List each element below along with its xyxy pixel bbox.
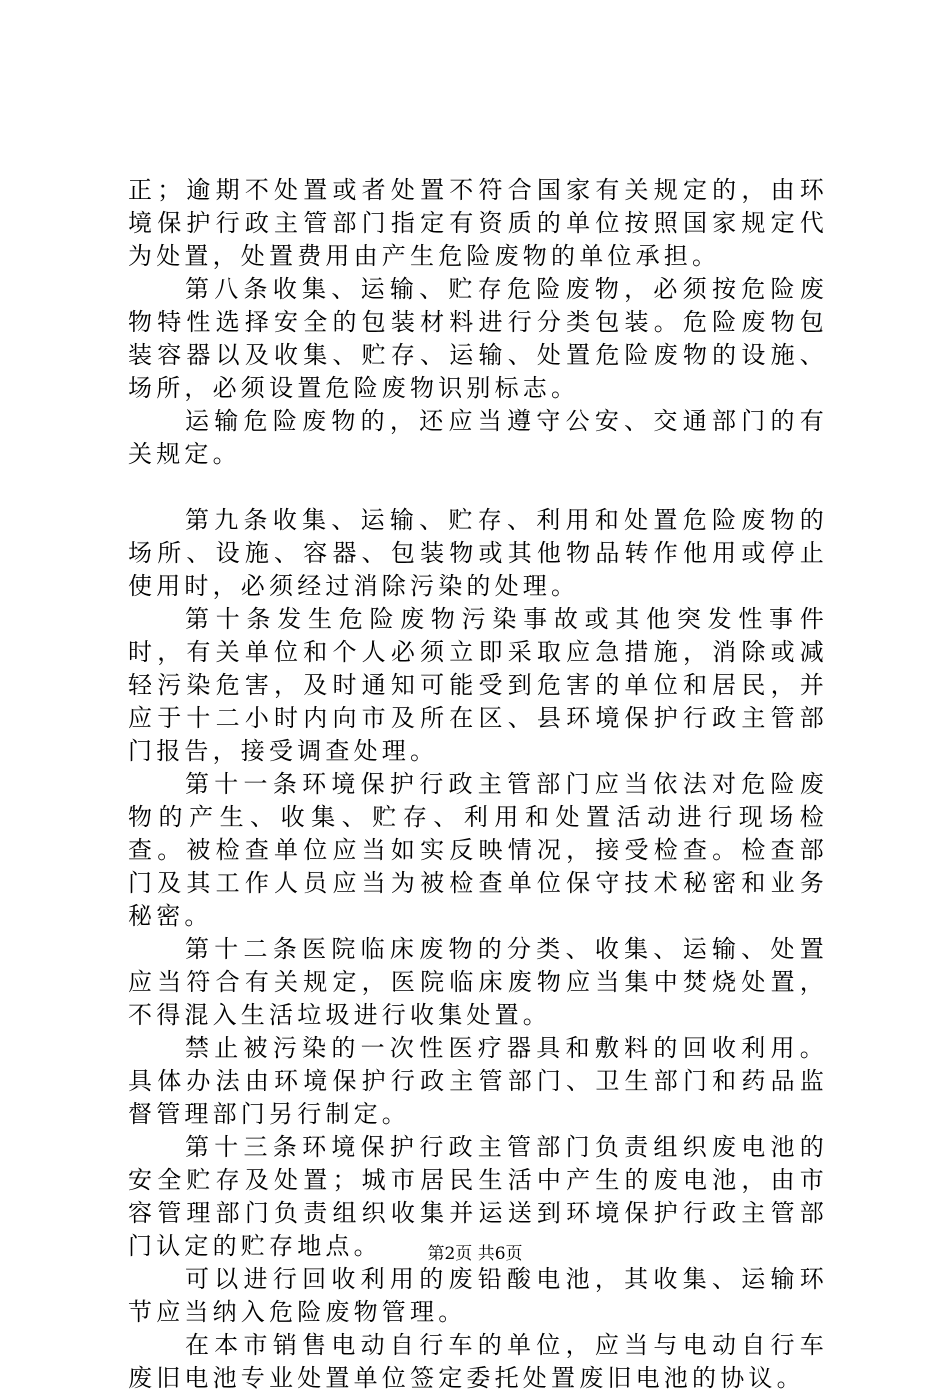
paragraph-medical-devices: 禁止被污染的一次性医疗器具和敷料的回收利用。具体办法由环境保护行政主管部门、卫生部门和药品监督管理部门另行制定。 [128,1034,828,1128]
paragraph-article-9: 第九条收集、运输、贮存、利用和处置危险废物的场所、设施、容器、包装物或其他物品转作他用或停止使用时，必须经过消除污染的处理。 [128,506,828,600]
document-body [128,174,828,1395]
paragraph-article-11: 第十一条环境保护行政主管部门应当依法对危险废物的产生、收集、贮存、利用和处置活动进行现场检查。被检查单位应当如实反映情况，接受检查。检查部门及其工作人员应当为被检查单位保守技术秘密和业务秘密。 [128,770,828,930]
paragraph-continuation: 正；逾期不处置或者处置不符合国家有关规定的，由环境保护行政主管部门指定有资质的单位按照国家规定代为处置，处置费用由产生危险废物的单位承担。 [128,176,828,270]
paragraph-article-10: 第十条发生危险废物污染事故或其他突发性事件时，有关单位和个人必须立即采取应急措施，消除或减轻污染危害，及时通知可能受到危害的单位和居民，并应于十二小时内向市及所在区、县环境保护行政主管部门报告，接受调查处理。 [128,605,828,765]
paragraph-article-13: 第十三条环境保护行政主管部门负责组织废电池的安全贮存及处置；城市居民生活中产生的废电池，由市容管理部门负责组织收集并运送到环境保护行政主管部门认定的贮存地点。 [128,1133,828,1260]
paragraph-article-8: 第八条收集、运输、贮存危险废物，必须按危险废物特性选择安全的包装材料进行分类包装。危险废物包装容器以及收集、贮存、运输、处置危险废物的设施、场所，必须设置危险废物识别标志。 [128,275,828,402]
paragraph-lead-acid-batteries: 可以进行回收利用的废铅酸电池，其收集、运输环节应当纳入危险废物管理。 [128,1265,828,1326]
paragraph-article-12: 第十二条医院临床废物的分类、收集、运输、处置应当符合有关规定，医院临床废物应当集中焚烧处置，不得混入生活垃圾进行收集处置。 [128,935,828,1029]
paragraph-e-bike-batteries: 在本市销售电动自行车的单位，应当与电动自行车废旧电池专业处置单位签定委托处置废旧电池的协议。 [128,1331,828,1392]
page-number-footer: 第2页 共6页 [427,1244,523,1264]
paragraph-transport-rule: 运输危险废物的，还应当遵守公安、交通部门的有关规定。 [128,407,828,468]
